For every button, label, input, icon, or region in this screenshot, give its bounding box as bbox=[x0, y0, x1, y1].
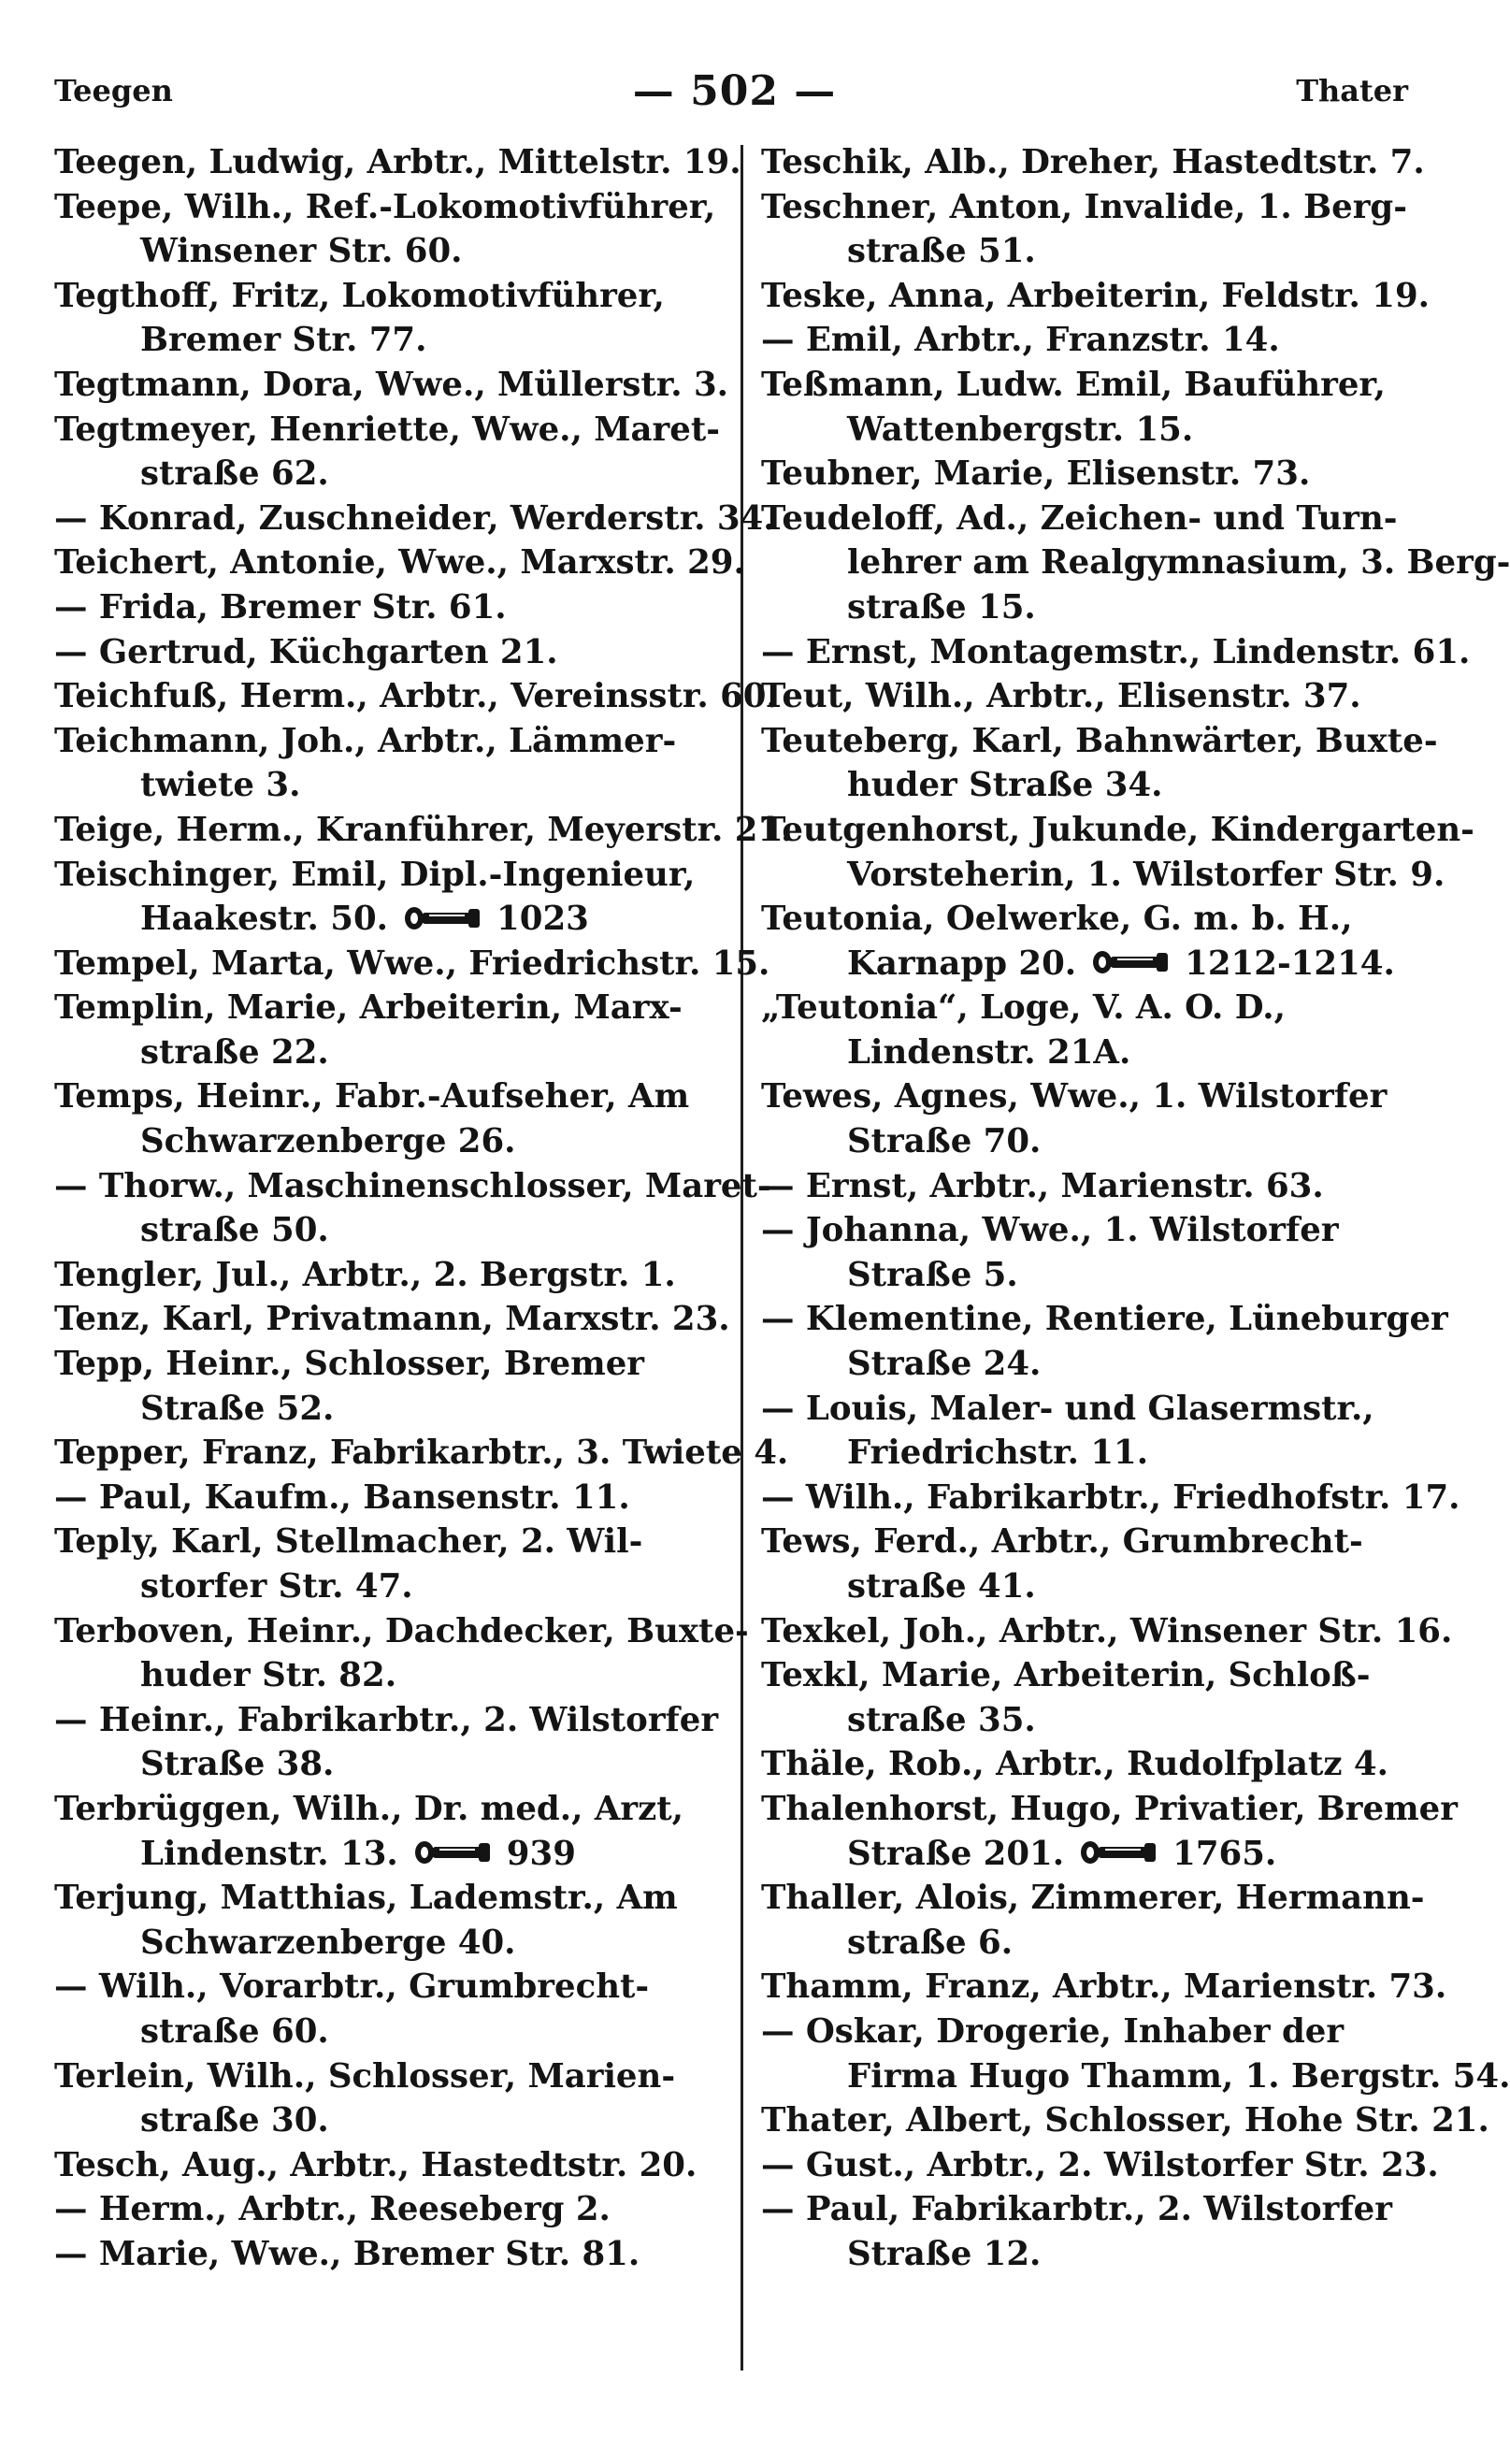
entry-line bbox=[54, 363, 729, 408]
entry-text: Texkel, Joh., Arbtr., Winsener Str. 16. bbox=[761, 1611, 1453, 1650]
entry-text: — Thorw., Maschinenschlosser, Maret- bbox=[54, 1166, 771, 1205]
entry-line bbox=[761, 1074, 1408, 1119]
directory-entry bbox=[761, 497, 1510, 630]
entry-text: Teutgenhorst, Jukunde, Kindergarten- bbox=[761, 810, 1474, 849]
entry-line bbox=[54, 1342, 716, 1387]
directory-entry bbox=[761, 1787, 1458, 1876]
entry-text: — Johanna, Wwe., 1. Wilstorfer bbox=[761, 1211, 1339, 1250]
entry-text: Teßmann, Ludw. Emil, Bauführer, bbox=[761, 365, 1386, 404]
directory-entry bbox=[761, 1965, 1447, 2010]
entry-text: Schwarzenberge 40. bbox=[140, 1923, 516, 1962]
entry-continuation-line bbox=[761, 1030, 1408, 1075]
entry-text: — Wilh., Vorarbtr., Grumbrecht- bbox=[54, 1967, 650, 2007]
entry-text: Karnapp 20. bbox=[847, 944, 1077, 983]
entry-text: Tenz, Karl, Privatmann, Marxstr. 23. bbox=[54, 1300, 730, 1339]
entry-continuation-line bbox=[54, 1832, 716, 1877]
entry-line bbox=[761, 674, 1408, 719]
entry-text: Winsener Str. 60. bbox=[140, 232, 463, 271]
entry-line bbox=[761, 1653, 1408, 1698]
directory-entry bbox=[761, 2010, 1510, 2098]
directory-entry bbox=[761, 318, 1408, 363]
entry-text: — Ernst, Montagemstr., Lindenstr. 61. bbox=[761, 632, 1471, 671]
entry-line bbox=[54, 1253, 716, 1298]
entry-text: Thamm, Franz, Arbtr., Marienstr. 73. bbox=[761, 1967, 1447, 2007]
entry-text: Thater, Albert, Schlosser, Hohe Str. 21. bbox=[761, 2101, 1489, 2140]
directory-entry bbox=[761, 2098, 1489, 2143]
phone-number: 1023 bbox=[496, 900, 589, 939]
directory-entry bbox=[761, 674, 1408, 719]
entry-continuation-line bbox=[761, 1342, 1408, 1387]
entry-text: Tepper, Franz, Fabrikarbtr., 3. Twiete 4. bbox=[54, 1434, 789, 1473]
phone-number: 1765. bbox=[1172, 1834, 1277, 1873]
entry-continuation-line bbox=[54, 2010, 716, 2054]
entry-text: Tegtmeyer, Henriette, Wwe., Maret- bbox=[54, 410, 720, 449]
entry-text: Tegtmann, Dora, Wwe., Müllerstr. 3. bbox=[54, 365, 729, 404]
entry-text: Straße 201. bbox=[847, 1834, 1065, 1873]
entry-text: Teubner, Marie, Elisenstr. 73. bbox=[761, 454, 1311, 494]
entry-line bbox=[761, 497, 1408, 541]
entry-text: — Gust., Arbtr., 2. Wilstorfer Str. 23. bbox=[761, 2145, 1439, 2184]
entry-line bbox=[54, 274, 716, 319]
entry-text: Teuteberg, Karl, Bahnwärter, Buxte- bbox=[761, 721, 1438, 760]
entry-text: Terlein, Wilh., Schlosser, Marien- bbox=[54, 2056, 676, 2096]
entry-line bbox=[761, 808, 1474, 853]
entry-continuation-line bbox=[54, 229, 716, 274]
entry-line bbox=[54, 1876, 716, 1921]
directory-entry bbox=[54, 674, 778, 719]
entry-text: Tegthoff, Fritz, Lokomotivführer, bbox=[54, 276, 665, 315]
entry-text: Tewes, Agnes, Wwe., 1. Wilstorfer bbox=[761, 1077, 1388, 1117]
directory-entry bbox=[54, 1698, 719, 1787]
entry-text: Wattenbergstr. 15. bbox=[847, 410, 1194, 449]
entry-text: Straße 24. bbox=[847, 1345, 1042, 1384]
header-right-keyword: Thater bbox=[1296, 73, 1408, 108]
entry-line bbox=[54, 585, 716, 630]
directory-entry bbox=[761, 1208, 1408, 1297]
entry-text: straße 50. bbox=[140, 1211, 329, 1250]
entry-text: Lindenstr. 21A. bbox=[847, 1032, 1131, 1072]
directory-entry bbox=[761, 719, 1438, 808]
telephone-icon bbox=[403, 904, 483, 932]
entry-continuation-line bbox=[761, 408, 1408, 453]
entry-text: Teichmann, Joh., Arbtr., Lämmer- bbox=[54, 721, 677, 760]
entry-text: Terboven, Heinr., Dachdecker, Buxte- bbox=[54, 1611, 749, 1650]
entry-text: Teige, Herm., Kranführer, Meyerstr. 21. bbox=[54, 810, 793, 849]
entry-continuation-line bbox=[54, 897, 716, 942]
right-column bbox=[761, 140, 1510, 2277]
entry-continuation-line bbox=[761, 229, 1408, 274]
entry-line bbox=[54, 497, 775, 541]
directory-entry bbox=[54, 540, 745, 585]
entry-line bbox=[54, 1476, 716, 1520]
entry-line bbox=[761, 2098, 1489, 2143]
entry-continuation-line bbox=[761, 1253, 1408, 1298]
entry-text: Teepe, Wilh., Ref.-Lokomotivführer, bbox=[54, 187, 716, 226]
directory-entry bbox=[761, 274, 1431, 319]
directory-entry bbox=[761, 1387, 1408, 1476]
entry-line bbox=[54, 1074, 716, 1119]
entry-line bbox=[761, 140, 1425, 185]
entry-continuation-line bbox=[54, 452, 716, 497]
entry-continuation-line bbox=[761, 585, 1408, 630]
entry-continuation-line bbox=[761, 1431, 1408, 1476]
entry-continuation-line bbox=[54, 1119, 716, 1164]
directory-entry bbox=[761, 1742, 1408, 1787]
entry-text: — Paul, Fabrikarbtr., 2. Wilstorfer bbox=[761, 2190, 1392, 2229]
entry-line bbox=[54, 674, 778, 719]
page-number: — 502 — bbox=[632, 66, 837, 115]
entry-text: Teut, Wilh., Arbtr., Elisenstr. 37. bbox=[761, 677, 1361, 716]
entry-continuation-line bbox=[761, 942, 1408, 987]
entry-text: — Konrad, Zuschneider, Werderstr. 34. bbox=[54, 498, 775, 538]
entry-text: — Klementine, Rentiere, Lüneburger bbox=[761, 1300, 1448, 1339]
entry-text: straße 41. bbox=[847, 1567, 1036, 1606]
entry-text: „Teutonia“, Loge, V. A. O. D., bbox=[761, 988, 1286, 1028]
entry-text: Tews, Ferd., Arbtr., Grumbrecht- bbox=[761, 1522, 1363, 1562]
entry-text: Bremer Str. 77. bbox=[140, 321, 427, 360]
header-left-keyword: Teegen bbox=[54, 73, 173, 108]
directory-entry bbox=[761, 1876, 1425, 1965]
entry-line bbox=[761, 1965, 1447, 2010]
entry-text: Vorsteherin, 1. Wilstorfer Str. 9. bbox=[847, 855, 1445, 894]
directory-entry bbox=[761, 452, 1408, 497]
directory-entry bbox=[54, 363, 729, 408]
entry-line bbox=[54, 140, 741, 185]
directory-entry bbox=[54, 1297, 730, 1342]
entry-text: storfer Str. 47. bbox=[140, 1567, 413, 1606]
entry-text: Thaller, Alois, Zimmerer, Hermann- bbox=[761, 1879, 1425, 1918]
phone-number: 939 bbox=[506, 1834, 576, 1873]
entry-text: Teschik, Alb., Dreher, Hastedtstr. 7. bbox=[761, 143, 1425, 181]
directory-entry bbox=[54, 2232, 716, 2277]
entry-text: Straße 70. bbox=[847, 1122, 1042, 1161]
entry-continuation-line bbox=[54, 2098, 716, 2143]
entry-line bbox=[54, 1520, 716, 1564]
entry-continuation-line bbox=[761, 1564, 1408, 1609]
entry-line bbox=[761, 2010, 1408, 2054]
entry-line bbox=[761, 986, 1408, 1030]
entry-continuation-line bbox=[761, 763, 1408, 808]
entry-text: Tempel, Marta, Wwe., Friedrichstr. 15. bbox=[54, 944, 770, 983]
directory-entry bbox=[54, 274, 716, 363]
directory-entry bbox=[54, 185, 716, 274]
telephone-icon bbox=[413, 1838, 494, 1866]
entry-line bbox=[54, 942, 770, 987]
entry-line bbox=[54, 2054, 716, 2099]
entry-text: Schwarzenberge 26. bbox=[140, 1122, 516, 1161]
entry-continuation-line bbox=[54, 1030, 716, 1075]
entry-line bbox=[761, 318, 1408, 363]
entry-text: — Ernst, Arbtr., Marienstr. 63. bbox=[761, 1166, 1324, 1205]
directory-entry bbox=[54, 1074, 716, 1163]
entry-text: straße 6. bbox=[847, 1923, 1014, 1962]
entry-line bbox=[54, 1431, 789, 1476]
entry-text: Straße 38. bbox=[140, 1745, 335, 1784]
entry-text: Firma Hugo Thamm, 1. Bergstr. 54. bbox=[847, 2056, 1510, 2096]
directory-entry bbox=[54, 808, 793, 853]
entry-text: Tengler, Jul., Arbtr., 2. Bergstr. 1. bbox=[54, 1255, 676, 1294]
entry-text: — Frida, Bremer Str. 61. bbox=[54, 587, 507, 627]
directory-entry bbox=[54, 497, 775, 541]
entry-text: straße 15. bbox=[847, 587, 1036, 627]
entry-line bbox=[761, 363, 1408, 408]
entry-text: lehrer am Realgymnasium, 3. Berg- bbox=[847, 543, 1510, 583]
entry-line bbox=[761, 274, 1431, 319]
entry-line bbox=[54, 630, 716, 675]
telephone-icon bbox=[1091, 948, 1172, 976]
entry-line bbox=[761, 2143, 1439, 2188]
entry-text: twiete 3. bbox=[140, 766, 301, 805]
entry-text: Teichert, Antonie, Wwe., Marxstr. 29. bbox=[54, 543, 745, 583]
entry-text: Teichfuß, Herm., Arbtr., Vereinsstr. 60. bbox=[54, 677, 778, 716]
entry-continuation-line bbox=[761, 540, 1510, 585]
directory-entry bbox=[761, 1609, 1453, 1654]
entry-continuation-line bbox=[54, 1921, 716, 1966]
entry-continuation-line bbox=[761, 2054, 1510, 2099]
directory-entry bbox=[761, 897, 1408, 986]
entry-text: Lindenstr. 13. bbox=[140, 1834, 398, 1873]
entry-text: Templin, Marie, Arbeiterin, Marx- bbox=[54, 988, 683, 1028]
entry-continuation-line bbox=[54, 1742, 716, 1787]
directory-entry bbox=[761, 808, 1474, 897]
entry-continuation-line bbox=[761, 1832, 1408, 1877]
entry-line bbox=[54, 808, 793, 853]
entry-text: Teischinger, Emil, Dipl.-Ingenieur, bbox=[54, 855, 696, 894]
entry-continuation-line bbox=[54, 1208, 716, 1253]
directory-entry bbox=[54, 1476, 716, 1520]
entry-line bbox=[761, 1876, 1425, 1921]
entry-line bbox=[761, 1787, 1458, 1832]
directory-entry bbox=[54, 1876, 716, 1965]
entry-line bbox=[54, 2187, 716, 2232]
entry-line bbox=[761, 719, 1438, 764]
entry-line bbox=[761, 1387, 1408, 1432]
entry-text: — Herm., Arbtr., Reeseberg 2. bbox=[54, 2190, 611, 2229]
entry-line bbox=[761, 630, 1471, 675]
entry-text: — Wilh., Fabrikarbtr., Friedhofstr. 17. bbox=[761, 1477, 1460, 1517]
directory-entry bbox=[54, 986, 716, 1074]
entry-continuation-line bbox=[761, 1698, 1408, 1743]
directory-entry bbox=[54, 140, 741, 185]
entry-line bbox=[54, 1787, 716, 1832]
telephone-icon bbox=[1079, 1838, 1159, 1866]
directory-entry bbox=[54, 585, 716, 630]
entry-text: — Heinr., Fabrikarbtr., 2. Wilstorfer bbox=[54, 1700, 719, 1739]
entry-text: — Louis, Maler- und Glasermstr., bbox=[761, 1389, 1374, 1428]
entry-text: straße 35. bbox=[847, 1700, 1036, 1739]
directory-entry bbox=[761, 986, 1408, 1074]
directory-entry bbox=[761, 2143, 1439, 2188]
directory-entry bbox=[761, 1297, 1448, 1386]
directory-entry bbox=[54, 1520, 716, 1608]
entry-line bbox=[761, 1476, 1460, 1520]
entry-text: Friedrichstr. 11. bbox=[847, 1434, 1149, 1473]
entry-text: Teschner, Anton, Invalide, 1. Berg- bbox=[761, 187, 1407, 226]
directory-entry bbox=[54, 1431, 789, 1476]
directory-entry bbox=[54, 630, 716, 675]
entry-text: Temps, Heinr., Fabr.-Aufseher, Am bbox=[54, 1077, 690, 1117]
directory-entry bbox=[761, 1520, 1408, 1608]
directory-entry bbox=[54, 408, 720, 497]
directory-entry bbox=[54, 1787, 716, 1876]
left-column bbox=[54, 140, 793, 2277]
entry-text: Haakestr. 50. bbox=[140, 900, 389, 939]
directory-entry bbox=[54, 942, 770, 987]
entry-line bbox=[54, 1609, 749, 1654]
entry-line bbox=[761, 1609, 1453, 1654]
entry-line bbox=[54, 853, 716, 898]
directory-entry bbox=[761, 185, 1408, 274]
entry-line bbox=[761, 1164, 1408, 1209]
directory-entry bbox=[761, 140, 1425, 185]
entry-continuation-line bbox=[761, 1119, 1408, 1164]
entry-continuation-line bbox=[54, 1653, 716, 1698]
entry-text: Teply, Karl, Stellmacher, 2. Wil- bbox=[54, 1522, 643, 1562]
entry-text: Teudeloff, Ad., Zeichen- und Turn- bbox=[761, 498, 1398, 538]
entry-text: straße 60. bbox=[140, 2011, 329, 2051]
entry-text: Thäle, Rob., Arbtr., Rudolfplatz 4. bbox=[761, 1745, 1388, 1784]
directory-columns bbox=[54, 140, 1510, 2366]
entry-text: Thalenhorst, Hugo, Privatier, Bremer bbox=[761, 1789, 1458, 1828]
entry-text: Tesch, Aug., Arbtr., Hastedtstr. 20. bbox=[54, 2145, 697, 2184]
entry-line bbox=[761, 897, 1408, 942]
entry-text: straße 62. bbox=[140, 454, 329, 494]
entry-continuation-line bbox=[761, 2232, 1408, 2277]
directory-entry bbox=[54, 2054, 716, 2143]
entry-continuation-line bbox=[54, 763, 716, 808]
entry-line bbox=[761, 185, 1408, 230]
entry-line bbox=[54, 1965, 716, 2010]
entry-text: Straße 5. bbox=[847, 1255, 1018, 1294]
entry-line bbox=[54, 2143, 716, 2188]
entry-text: — Gertrud, Küchgarten 21. bbox=[54, 632, 558, 671]
entry-text: Teske, Anna, Arbeiterin, Feldstr. 19. bbox=[761, 276, 1431, 315]
entry-line bbox=[761, 1520, 1408, 1564]
entry-line bbox=[761, 1742, 1408, 1787]
entry-text: straße 22. bbox=[140, 1032, 329, 1072]
directory-entry bbox=[54, 719, 716, 808]
directory-entry bbox=[761, 2187, 1408, 2276]
entry-text: — Marie, Wwe., Bremer Str. 81. bbox=[54, 2234, 640, 2273]
entry-text: huder Str. 82. bbox=[140, 1656, 397, 1695]
entry-text: Teutonia, Oelwerke, G. m. b. H., bbox=[761, 900, 1353, 939]
entry-text: Texkl, Marie, Arbeiterin, Schloß- bbox=[761, 1656, 1371, 1695]
entry-text: huder Straße 34. bbox=[847, 766, 1163, 805]
directory-entry bbox=[54, 1342, 716, 1431]
entry-continuation-line bbox=[54, 318, 716, 363]
directory-entry bbox=[761, 1074, 1408, 1163]
entry-text: Straße 52. bbox=[140, 1389, 335, 1428]
directory-entry bbox=[54, 1253, 716, 1298]
entry-continuation-line bbox=[54, 1387, 716, 1432]
entry-text: Straße 12. bbox=[847, 2234, 1042, 2273]
entry-line bbox=[54, 408, 720, 453]
entry-line bbox=[761, 452, 1408, 497]
entry-text: Terjung, Matthias, Lademstr., Am bbox=[54, 1879, 678, 1918]
entry-line bbox=[54, 1164, 771, 1209]
entry-text: — Oskar, Drogerie, Inhaber der bbox=[761, 2011, 1345, 2051]
entry-line bbox=[54, 2232, 716, 2277]
directory-entry bbox=[761, 630, 1471, 675]
directory-entry bbox=[54, 1164, 771, 1253]
directory-entry bbox=[54, 2187, 716, 2232]
entry-line bbox=[761, 2187, 1408, 2232]
entry-line bbox=[761, 1208, 1408, 1253]
entry-line bbox=[54, 185, 716, 230]
entry-continuation-line bbox=[54, 1564, 716, 1609]
entry-text: straße 30. bbox=[140, 2101, 329, 2140]
directory-entry bbox=[761, 363, 1408, 452]
entry-continuation-line bbox=[761, 1921, 1408, 1966]
directory-entry bbox=[54, 2143, 716, 2188]
directory-entry bbox=[761, 1476, 1460, 1520]
directory-entry bbox=[54, 1609, 749, 1698]
entry-continuation-line bbox=[761, 853, 1445, 898]
entry-line bbox=[54, 1297, 730, 1342]
entry-text: straße 51. bbox=[847, 232, 1036, 271]
phone-number: 1212-1214. bbox=[1185, 944, 1395, 983]
entry-line bbox=[761, 1297, 1448, 1342]
entry-line bbox=[54, 540, 745, 585]
entry-text: Tepp, Heinr., Schlosser, Bremer bbox=[54, 1345, 645, 1384]
page-header bbox=[54, 58, 1408, 123]
directory-entry bbox=[54, 853, 716, 942]
directory-entry bbox=[54, 1965, 716, 2053]
entry-line bbox=[54, 1698, 719, 1743]
entry-line bbox=[54, 719, 716, 764]
directory-entry bbox=[761, 1164, 1408, 1209]
entry-line bbox=[54, 986, 716, 1030]
entry-text: — Emil, Arbtr., Franzstr. 14. bbox=[761, 321, 1280, 360]
directory-entry bbox=[761, 1653, 1408, 1742]
entry-text: Terbrüggen, Wilh., Dr. med., Arzt, bbox=[54, 1789, 683, 1828]
entry-text: — Paul, Kaufm., Bansenstr. 11. bbox=[54, 1477, 630, 1517]
entry-text: Teegen, Ludwig, Arbtr., Mittelstr. 19. bbox=[54, 143, 741, 181]
